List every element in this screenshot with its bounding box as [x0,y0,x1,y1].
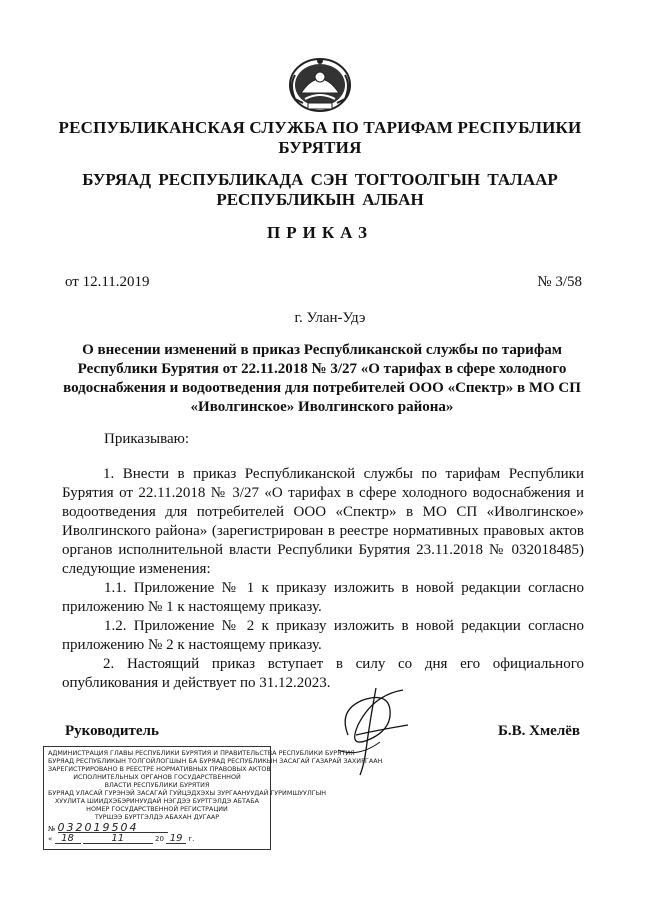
stamp-line: БУРЯАД РЕСПУБЛИКЫН ТОЛГОЙЛОГШЫН БА БУРЯАД РЕСПУБЛИКЫН ЗАСАГАЙ ГАЗАРАЙ ЗАХИРГААН [48,757,383,765]
registration-stamp [43,746,383,850]
paragraph-1-2: 1.2. Приложение № 2 к приказу изложить в новой редакции согласно приложению № 2 к настоящему приказу. [62,618,584,653]
signatory-position: Руководитель [65,723,159,739]
org-name-russian [40,118,600,158]
signatory-name: Б.В. Хмелёв [497,723,580,739]
stamp-date-year: 19 [166,835,186,844]
stamp-line: ИСПОЛНИТЕЛЬНЫХ ОРГАНОВ ГОСУДАРСТВЕННОЙ [73,773,241,781]
org-name-buryat-line1: БУРЯАД РЕСПУБЛИКАДА СЭН ТОГТООЛГЫН ТАЛААР [82,170,558,189]
stamp-line: БУРЯАД УЛАСАЙ ГУРЭНЭЙ ЗАСАГАЙ ГУЙЦЭДХЭХЫ ЗУРГААНУУДАЙ ГУРИМШУУЛГЫН [48,789,327,797]
stamp-number-label: № [48,825,56,833]
order-word: Приказываю: [104,431,189,447]
stamp-line: АДМИНИСТРАЦИЯ ГЛАВЫ РЕСПУБЛИКИ БУРЯТИЯ И ПРАВИТЕЛЬСТВА РЕСПУБЛИКИ БУРЯТИЯ [48,749,355,757]
org-name-buryat [40,170,600,210]
document-number: № 3/58 [537,274,582,290]
handwritten-signature [318,680,422,780]
stamp-line: ТУРШЭЭ БУРТГЭЛДЭ АБАХАН ДУГААР [94,813,220,821]
stamp-line: ВЛАСТИ РЕСПУБЛИКИ БУРЯТИЯ [104,781,210,789]
org-name-buryat-line2: РЕСПУБЛИКЫН АЛБАН [216,190,424,209]
stamp-line: ЗАРЕГИСТРИРОВАНО В РЕЕСТРЕ НОРМАТИВНЫХ ПРАВОВЫХ АКТОВ [48,765,271,773]
org-name-russian-line1: РЕСПУБЛИКАНСКАЯ СЛУЖБА ПО ТАРИФАМ РЕСПУБЛИКИ [58,118,582,137]
stamp-date-year-prefix: 20 [155,835,164,843]
document-body [62,465,584,693]
stamp-date-suffix: г. [188,835,195,843]
paragraph-1-1: 1.1. Приложение № 1 к приказу изложить в новой редакции согласно приложению № 1 к настоящему приказу. [62,580,584,615]
org-name-russian-line2: БУРЯТИЯ [278,138,362,157]
document-type-title: ПРИКАЗ [267,223,373,242]
paragraph-2: 2. Настоящий приказ вступает в силу со дня его официального опубликования и действует по 31.12.2023. [62,656,584,691]
stamp-date-month: 11 [83,835,153,844]
stamp-registration-date [48,835,266,844]
document-date: от 12.11.2019 [65,274,150,290]
document-subject: О внесении изменений в приказ Республиканской службы по тарифам Республики Бурятия от 22.11.2018 № 3/27 «О тарифах в сфере холодного водоснабжения и водоотведения для потребителей ООО «Спектр» в МО СП «Иволгинское» Иволгинского района» [63,342,581,415]
stamp-line: ХУУЛИТА ШИИДХЭБЭРИНУУДАЙ НЭГДЭЭ БУРТГЭЛДЭ АБТАБА [54,797,260,805]
coat-of-arms-emblem [283,55,357,113]
stamp-registration-number [48,821,266,834]
stamp-number-value: 032019504 [58,824,168,833]
paragraph-1: 1. Внести в приказ Республиканской службы по тарифам Республики Бурятия от 22.11.2018 № 3/27 «О тарифах в сфере холодного водоснабжения и водоотведения для потребителей ООО «Спектр» в МО СП «Иволгинское» Иволгинского района» (зарегистрирован в реестре нормативных правовых актов органов исполнительной власти Республики Бурятия 23.11.2018 № 032018485) следующие изменения: [62,466,584,577]
stamp-date-day: 18 [55,835,81,844]
stamp-date-prefix: « [48,835,53,843]
stamp-line: НОМЕР ГОСУДАРСТВЕННОЙ РЕГИСТРАЦИИ [86,805,228,813]
document-city: г. Улан-Удэ [294,310,366,326]
